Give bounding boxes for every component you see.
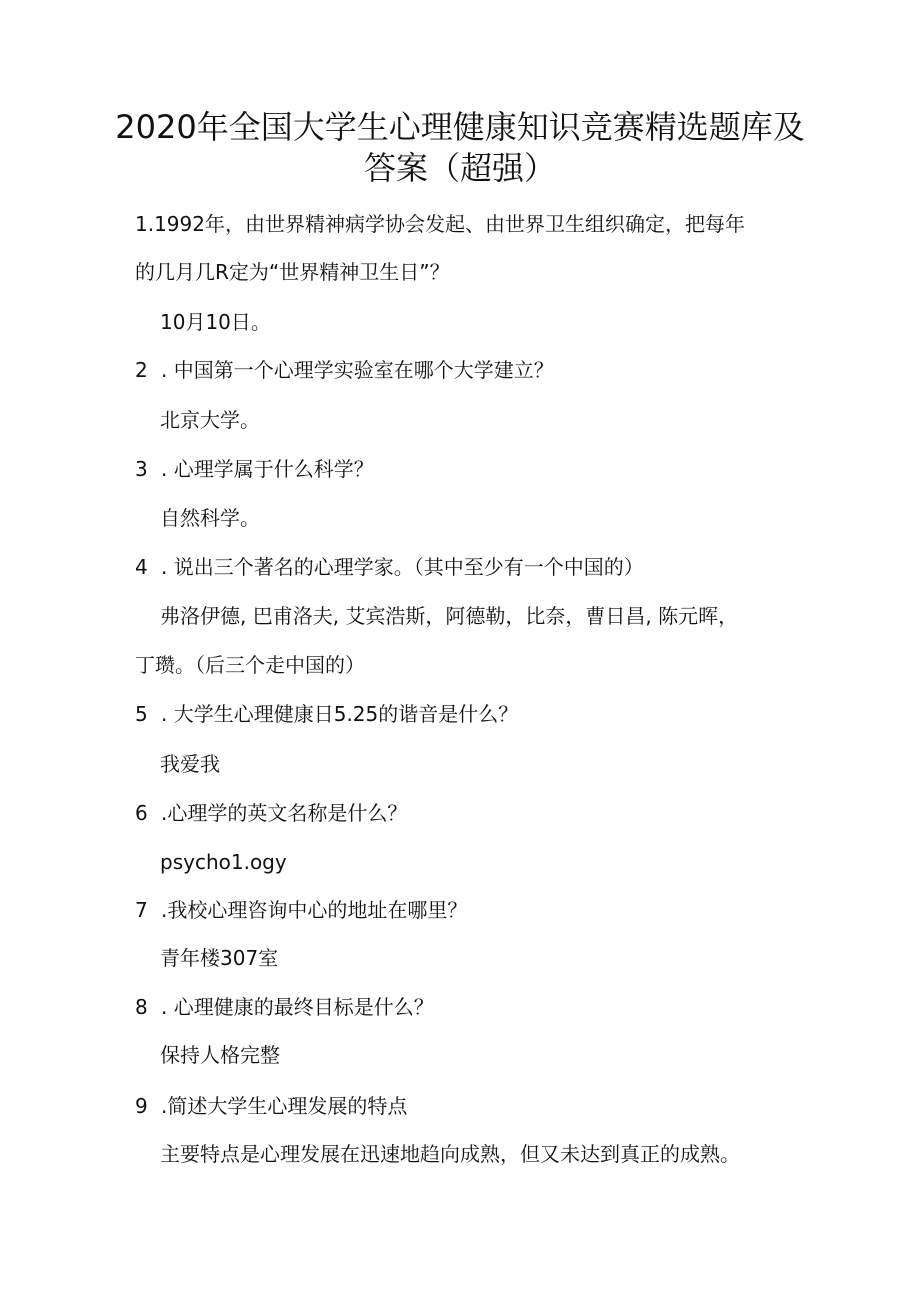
question-1-line2: 的几月几R定为“世界精神卫生日”？ (135, 260, 450, 284)
question-4 (135, 553, 644, 581)
question-2 (135, 356, 554, 384)
question-2-text: . 中国第一个心理学实验室在哪个大学建立？ (161, 358, 554, 382)
question-8-text: . 心理健康的最终目标是什么？ (161, 995, 434, 1019)
answer-7: 青年楼307室 (160, 946, 279, 970)
question-7-text: .我校心理咨询中心的地址在哪里？ (161, 898, 468, 922)
document-title-line2: 答案（超强） (363, 149, 556, 187)
question-5-text: . 大学生心理健康日5.25的谐音是什么？ (161, 702, 519, 726)
question-8 (135, 993, 434, 1021)
question-7 (135, 896, 467, 924)
question-6-text: .心理学的英文名称是什么？ (161, 801, 408, 825)
answer-6: psycho1.ogy (160, 850, 287, 874)
question-6-number: 6 (135, 801, 148, 825)
answer-4-line1: 弗洛伊德, 巴甫洛夫, 艾宾浩斯，阿德勒，比奈，曹日昌, 陈元晖， (160, 604, 739, 628)
question-2-number: 2 (135, 358, 148, 382)
question-3 (135, 455, 374, 483)
question-4-number: 4 (135, 555, 148, 579)
question-9-text: .简述大学生心理发展的特点 (161, 1094, 408, 1118)
answer-4-line2: 丁瓒。（后三个走中国的） (135, 653, 365, 677)
question-3-text: . 心理学属于什么科学？ (161, 457, 374, 481)
document-title-line1: 2020年全国大学生心理健康知识竞赛精选题库及 (115, 108, 805, 146)
answer-3: 自然科学。 (160, 506, 260, 530)
answer-2: 北京大学。 (160, 408, 260, 432)
answer-1: 10月10日。 (160, 310, 271, 334)
question-4-text: . 说出三个著名的心理学家。（其中至少有一个中国的） (161, 555, 644, 579)
question-1-line1: 1.1992年，由世界精神病学协会发起、由世界卫生组织确定，把每年 (135, 212, 745, 236)
question-6 (135, 799, 407, 827)
question-5-number: 5 (135, 702, 148, 726)
question-9-number: 9 (135, 1094, 148, 1118)
question-5 (135, 700, 518, 728)
question-9 (135, 1092, 407, 1120)
answer-5: 我爱我 (160, 752, 220, 776)
question-7-number: 7 (135, 898, 148, 922)
question-3-number: 3 (135, 457, 148, 481)
answer-8: 保持人格完整 (160, 1043, 280, 1067)
answer-9: 主要特点是心理发展在迅速地趋向成熟，但又未达到真正的成熟。 (160, 1142, 740, 1166)
question-8-number: 8 (135, 995, 148, 1019)
